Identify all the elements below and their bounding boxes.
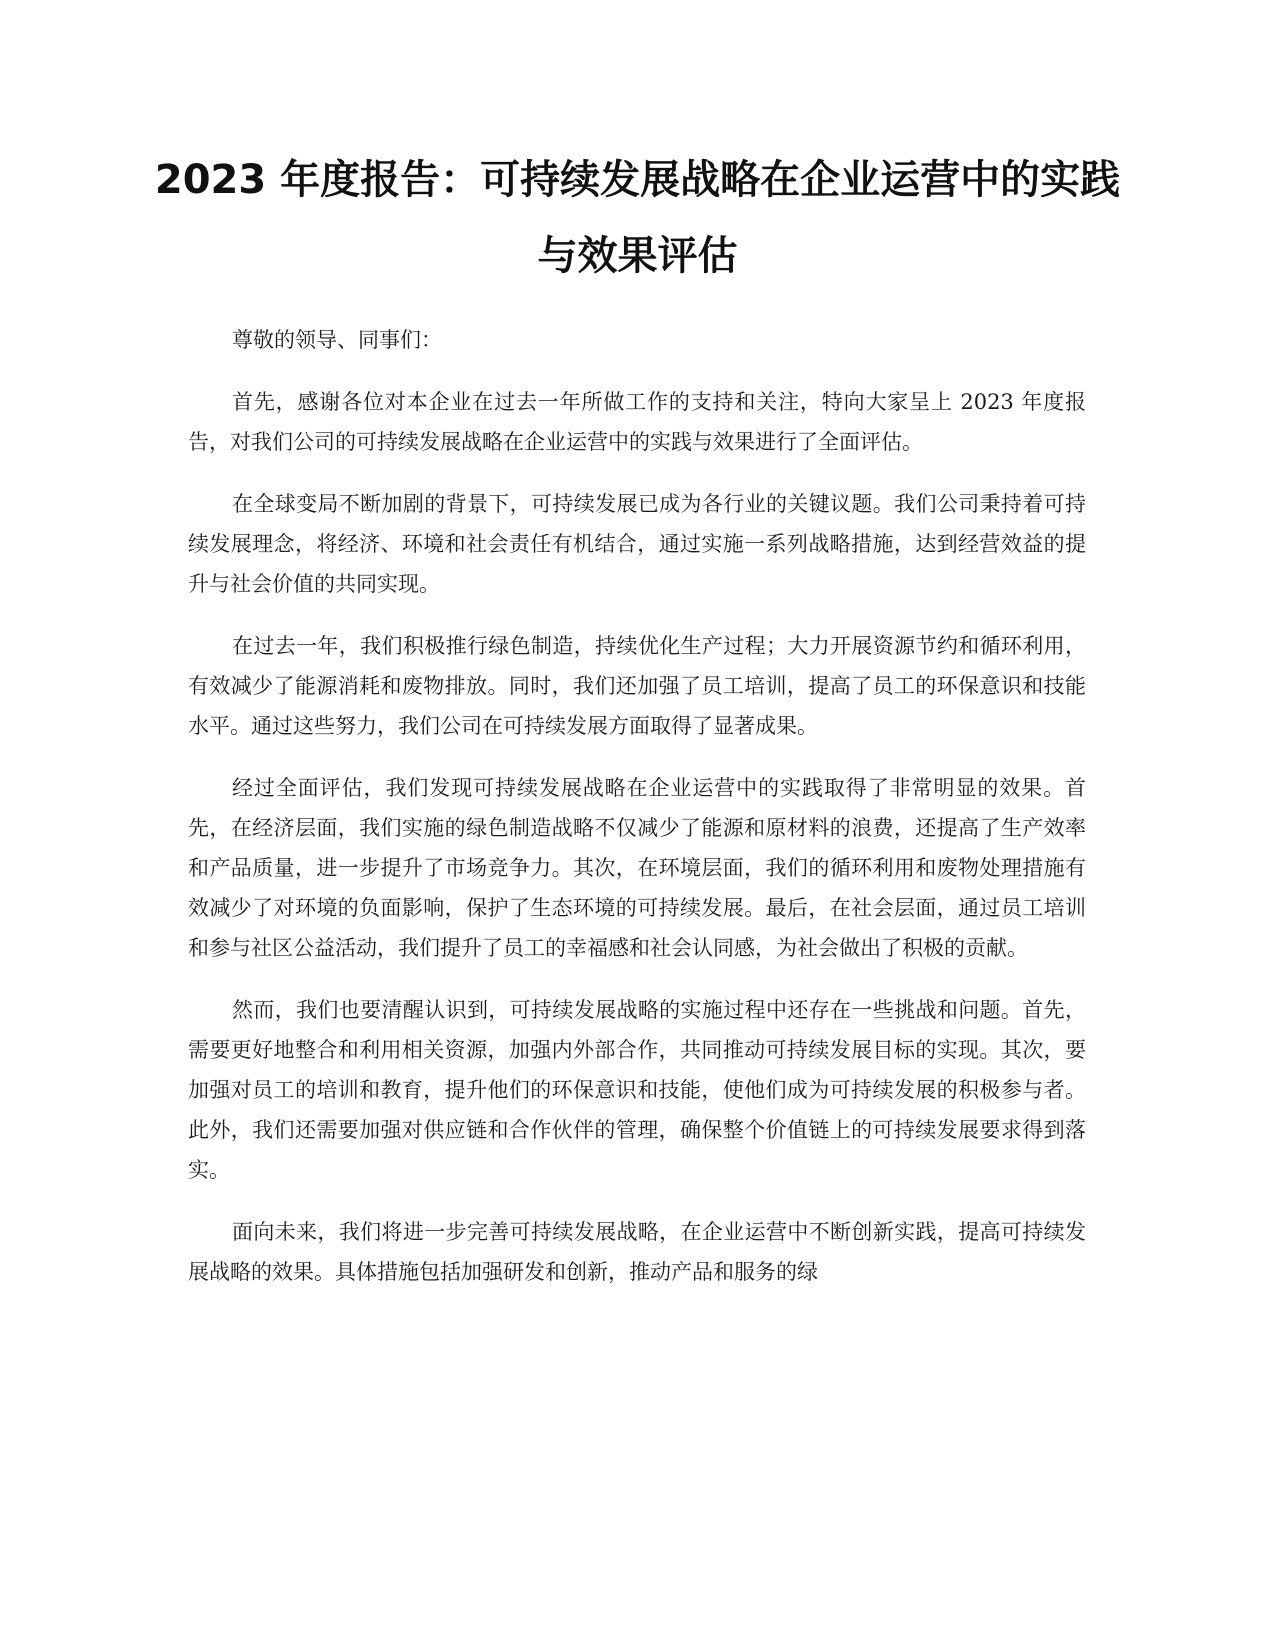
paragraph-introduction: 首先，感谢各位对本企业在过去一年所做工作的支持和关注，特向大家呈上 2023 年度报告，对我们公司的可持续发展战略在企业运营中的实践与效果进行了全面评估。 — [188, 390, 1086, 454]
paragraph-salutation: 尊敬的领导、同事们： — [232, 328, 442, 352]
paragraph-past-year-actions: 在过去一年，我们积极推行绿色制造，持续优化生产过程；大力开展资源节约和循环利用，有效减少了能源消耗和废物排放。同时，我们还加强了员工培训，提高了员工的环保意识和技能水平。通过这些努力，我们公司在可持续发展方面取得了显著成果。 — [188, 634, 1086, 738]
paragraph-future-outlook: 面向未来，我们将进一步完善可持续发展战略，在企业运营中不断创新实践，提高可持续发展战略的效果。具体措施包括加强研发和创新，推动产品和服务的绿 — [188, 1220, 1086, 1284]
paragraph-evaluation-results: 经过全面评估，我们发现可持续发展战略在企业运营中的实践取得了非常明显的效果。首先，在经济层面，我们实施的绿色制造战略不仅减少了能源和原材料的浪费，还提高了生产效率和产品质量，进一步提升了市场竞争力。其次，在环境层面，我们的循环利用和废物处理措施有效减少了对环境的负面影响，保护了生态环境的可持续发展。最后，在社会层面，通过员工培训和参与社区公益活动，我们提升了员工的幸福感和社会认同感，为社会做出了积极的贡献。 — [188, 776, 1086, 960]
document-body — [188, 320, 1086, 1314]
document-title: 2023 年度报告：可持续发展战略在企业运营中的实践与效果评估 — [154, 157, 1121, 279]
paragraph-challenges: 然而，我们也要清醒认识到，可持续发展战略的实施过程中还存在一些挑战和问题。首先，需要更好地整合和利用相关资源，加强内外部合作，共同推动可持续发展目标的实现。其次，要加强对员工的培训和教育，提升他们的环保意识和技能，使他们成为可持续发展的积极参与者。此外，我们还需要加强对供应链和合作伙伴的管理，确保整个价值链上的可持续发展要求得到落实。 — [188, 998, 1086, 1182]
paragraph-background: 在全球变局不断加剧的背景下，可持续发展已成为各行业的关键议题。我们公司秉持着可持续发展理念，将经济、环境和社会责任有机结合，通过实施一系列战略措施，达到经营效益的提升与社会价值的共同实现。 — [188, 492, 1086, 596]
